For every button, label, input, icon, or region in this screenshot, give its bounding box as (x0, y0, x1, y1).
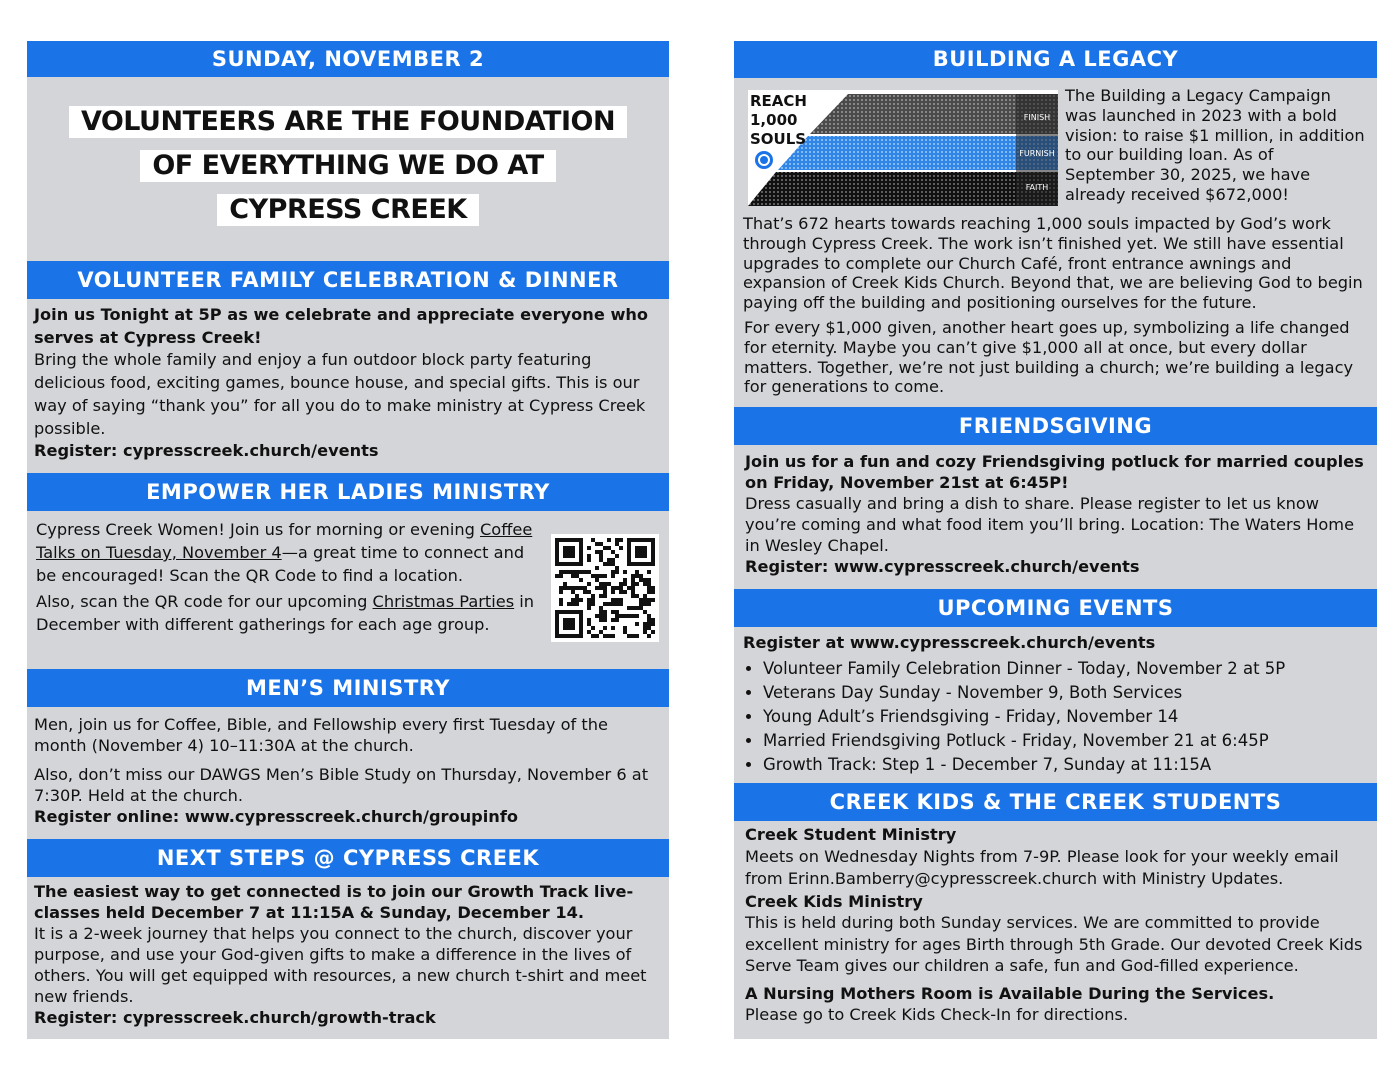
finish-label: FINISH (1023, 113, 1051, 122)
celebration-register-link[interactable]: Register: cypresscreek.church/events (34, 441, 379, 461)
mens-header: MEN’S MINISTRY (27, 669, 669, 707)
coffee-talks-link[interactable]: Coffee Talks on Tuesday, November 4 (36, 520, 533, 562)
legacy-paragraph-3: For every $1,000 given, another heart goes up, symbolizing a life changed for eternity. Maybe you can’t give $1,000 all at once, but every dollar matters. Together, we’re not just building a church; we’re building a legacy for generations to come. (744, 318, 1354, 397)
hero-line-2: OF EVERYTHING WE DO AT (140, 150, 555, 182)
friendsgiving-body: Dress casually and bring a dish to share. Please register to let us know you’re coming and what food item you’ll bring. Location: The Waters Home in Wesley Chapel. (745, 494, 1355, 555)
kids-ministry-heading: Creek Kids Ministry (745, 891, 923, 911)
celebration-text (34, 304, 662, 463)
growth-track-register-link[interactable]: Register: cypresscreek.church/growth-track (34, 1008, 436, 1027)
kids-ministry-body: This is held during both Sunday services. We are committed to provide excellent ministry for ages Birth through 5th Grade. Our devoted Creek Kids Serve Team gives our children a safe, fun and God-filled experience. (745, 913, 1363, 975)
next-steps-body: It is a 2-week journey that helps you connect to the church, discover your purpose, and use your God-given gifts to make a difference in the lives of others. You will get equipped with resources, a new church t-shirt and meet new friends. (34, 924, 647, 1006)
celebration-body: Bring the whole family and enjoy a fun outdoor block party featuring delicious food, exciting games, bounce house, and special gifts. This is our way of saying “thank you” for all you do to make ministry at Cypress Creek possible. (34, 350, 646, 438)
empower-text (36, 518, 546, 636)
qr-code-graphic (551, 534, 659, 642)
upcoming-register-link[interactable]: Register at www.cypresscreek.church/events (743, 633, 1156, 652)
mens-p2: Also, don’t miss our DAWGS Men’s Bible Study on Thursday, November 6 at 7:30P. Held at the church. (34, 765, 649, 805)
qr-code-image[interactable] (551, 534, 659, 642)
reach-1000-souls-text: REACH 1,000 SOULS (750, 92, 807, 148)
hero-line-3: CYPRESS CREEK (217, 194, 478, 226)
friendsgiving-register-link[interactable]: Register: www.cypresscreek.church/events (745, 557, 1140, 576)
empower-p2: Also, scan the QR code for our upcoming Christmas Parties in December with different gatherings for each age group. (36, 592, 535, 634)
friendsgiving-text (745, 451, 1369, 577)
legacy-intro: The Building a Legacy Campaign was launched in 2023 with a bold vision: to raise $1 million, in addition to our building loan. As of September 30, 2025, we have already received $672,000! (1065, 86, 1365, 204)
reach-1000-souls-graphic (748, 90, 1058, 206)
event-item: • Growth Track: Step 1 - December 7, Sunday at 11:15A (763, 753, 1369, 777)
celebration-lead: Join us Tonight at 5P as we celebrate and appreciate everyone who serves at Cypress Creek! (34, 305, 649, 347)
events-list (743, 657, 1369, 777)
creek-kids-text (745, 824, 1371, 1026)
hero-line-1: VOLUNTEERS ARE THE FOUNDATION (69, 106, 627, 138)
legacy-paragraph-2: That’s 672 hearts towards reaching 1,000 souls impacted by God’s work through Cypress Creek. The work isn’t finished yet. We still have essential upgrades to complete our Church Café, front entrance awnings and expansion of Creek Kids Church. Beyond that, we are believing God to begin paying off the building and positioning ourselves for the future. (743, 214, 1363, 313)
student-ministry-heading: Creek Student Ministry (745, 825, 957, 844)
furnish-label: FURNISH (1019, 149, 1055, 158)
friendsgiving-lead: Join us for a fun and cozy Friendsgiving potluck for married couples on Friday, November 21st at 6:45P! (745, 452, 1364, 492)
student-ministry-body: Meets on Wednesday Nights from 7-9P. Please look for your weekly email from Erinn.Bamberry@cypresscreek.church with Ministry Updates. (745, 846, 1339, 888)
empower-p1: Cypress Creek Women! Join us for morning or evening Coffee Talks on Tuesday, November 4—a great time to connect and be encouraged! Scan the QR Code to find a location. (36, 520, 533, 585)
celebration-header: VOLUNTEER FAMILY CELEBRATION & DINNER (27, 261, 669, 299)
next-steps-text (34, 881, 662, 1028)
next-steps-lead: The easiest way to get connected is to join our Growth Track live-classes held December 7 at 11:15A & Sunday, December 14. (34, 882, 634, 922)
christmas-parties-link[interactable]: Christmas Parties (372, 592, 515, 611)
empower-header: EMPOWER HER LADIES MINISTRY (27, 473, 669, 511)
mens-register-link[interactable]: Register online: www.cypresscreek.church/groupinfo (34, 807, 518, 826)
event-item: • Young Adult’s Friendsgiving - Friday, November 14 (763, 705, 1369, 729)
nursing-room-body: Please go to Creek Kids Check-In for directions. (745, 1005, 1129, 1024)
legacy-header: BUILDING A LEGACY (734, 41, 1377, 78)
friendsgiving-header: FRIENDSGIVING (734, 407, 1377, 445)
hero-heading (28, 100, 668, 232)
creek-kids-header: CREEK KIDS & THE CREEK STUDENTS (734, 783, 1377, 821)
church-logo-icon (755, 151, 773, 169)
upcoming-events-header: UPCOMING EVENTS (734, 589, 1377, 627)
mens-p1: Men, join us for Coffee, Bible, and Fellowship every first Tuesday of the month (November 4) 10–11:30A at the church. (34, 715, 608, 755)
mens-text (34, 714, 662, 827)
event-item: • Volunteer Family Celebration Dinner - Today, November 2 at 5P (763, 657, 1369, 681)
event-item: • Veterans Day Sunday - November 9, Both Services (763, 681, 1369, 705)
nursing-room-heading: A Nursing Mothers Room is Available During the Services. (745, 983, 1275, 1003)
date-header: SUNDAY, NOVEMBER 2 (27, 41, 669, 77)
next-steps-header: NEXT STEPS @ CYPRESS CREEK (27, 839, 669, 877)
faith-label: FAITH (1025, 183, 1049, 192)
event-item: • Married Friendsgiving Potluck - Friday, November 21 at 6:45P (763, 729, 1369, 753)
upcoming-events-text (743, 632, 1369, 777)
